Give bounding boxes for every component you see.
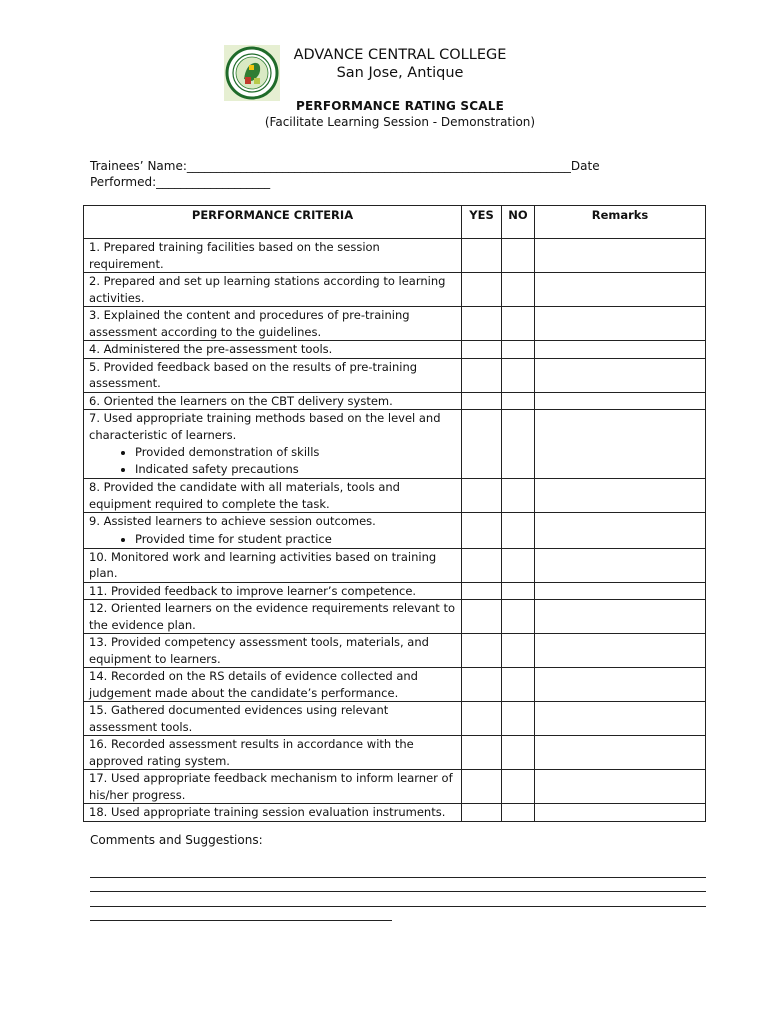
criteria-text: 5. Provided feedback based on the results of pre-training assessment. <box>89 359 418 390</box>
yes-cell[interactable] <box>462 770 502 804</box>
criteria-cell <box>84 307 462 341</box>
criteria-row <box>84 410 706 479</box>
remarks-cell[interactable] <box>535 702 706 736</box>
criteria-row <box>84 341 706 359</box>
remarks-cell[interactable] <box>535 634 706 668</box>
yes-cell[interactable] <box>462 736 502 770</box>
criteria-cell <box>84 736 462 770</box>
criteria-text: 4. Administered the pre-assessment tools. <box>89 342 333 356</box>
criteria-text: 16. Recorded assessment results in accordance with the approved rating system. <box>89 737 414 768</box>
no-cell[interactable] <box>502 341 535 359</box>
remarks-cell[interactable] <box>535 582 706 600</box>
criteria-row <box>84 513 706 549</box>
yes-cell[interactable] <box>462 634 502 668</box>
criteria-cell <box>84 600 462 634</box>
performance-criteria-table <box>83 205 706 822</box>
criteria-sub-list <box>89 531 456 548</box>
yes-cell[interactable] <box>462 307 502 341</box>
no-cell[interactable] <box>502 770 535 804</box>
yes-cell[interactable] <box>462 668 502 702</box>
criteria-cell <box>84 479 462 513</box>
criteria-text: 3. Explained the content and procedures of pre-training assessment according to the guidelines. <box>89 308 410 339</box>
criteria-cell <box>84 392 462 410</box>
no-cell[interactable] <box>502 410 535 479</box>
criteria-row <box>84 582 706 600</box>
criteria-text: 1. Prepared training facilities based on the session requirement. <box>89 240 380 271</box>
no-cell[interactable] <box>502 479 535 513</box>
no-cell[interactable] <box>502 307 535 341</box>
criteria-cell <box>84 770 462 804</box>
yes-cell[interactable] <box>462 548 502 582</box>
trainee-name-row <box>90 158 690 174</box>
criteria-row <box>84 702 706 736</box>
criteria-text: 7. Used appropriate training methods based on the level and characteristic of learners. <box>89 411 441 442</box>
criteria-text: 11. Provided feedback to improve learner’s competence. <box>89 583 417 598</box>
comments-label: Comments and Suggestions: <box>90 833 263 847</box>
criteria-row <box>84 392 706 410</box>
yes-cell[interactable] <box>462 582 502 600</box>
remarks-cell[interactable] <box>535 358 706 392</box>
date-performed-row <box>90 174 690 190</box>
remarks-cell[interactable] <box>535 736 706 770</box>
no-cell[interactable] <box>502 273 535 307</box>
no-cell[interactable] <box>502 582 535 600</box>
college-seal-logo <box>224 45 280 101</box>
criteria-cell <box>84 804 462 822</box>
criteria-sub-list <box>89 444 456 478</box>
no-cell[interactable] <box>502 668 535 702</box>
form-title-block <box>0 98 768 130</box>
criteria-row <box>84 600 706 634</box>
no-cell[interactable] <box>502 804 535 822</box>
criteria-row <box>84 479 706 513</box>
criteria-row <box>84 273 706 307</box>
criteria-sub-item: • Provided demonstration of skills <box>135 444 456 461</box>
yes-cell[interactable] <box>462 358 502 392</box>
trainee-name-label: Trainees’ Name: <box>90 159 187 173</box>
remarks-cell[interactable] <box>535 392 706 410</box>
remarks-cell[interactable] <box>535 804 706 822</box>
criteria-cell <box>84 239 462 273</box>
college-location: San Jose, Antique <box>336 65 464 81</box>
criteria-cell <box>84 634 462 668</box>
yes-cell[interactable] <box>462 392 502 410</box>
criteria-text: 12. Oriented learners on the evidence requirements relevant to the evidence plan. <box>89 601 455 632</box>
remarks-cell[interactable] <box>535 600 706 634</box>
criteria-cell <box>84 513 462 549</box>
remarks-cell[interactable] <box>535 341 706 359</box>
no-cell[interactable] <box>502 634 535 668</box>
date-performed-label: Performed: <box>90 175 157 189</box>
criteria-cell <box>84 702 462 736</box>
criteria-cell <box>84 273 462 307</box>
remarks-cell[interactable] <box>535 307 706 341</box>
criteria-row <box>84 548 706 582</box>
comment-line[interactable] <box>90 877 706 878</box>
comment-line[interactable] <box>90 906 706 907</box>
no-cell[interactable] <box>502 600 535 634</box>
criteria-text: 15. Gathered documented evidences using relevant assessment tools. <box>89 703 389 734</box>
criteria-row <box>84 770 706 804</box>
yes-cell[interactable] <box>462 513 502 549</box>
no-cell[interactable] <box>502 548 535 582</box>
criteria-row <box>84 307 706 341</box>
remarks-cell[interactable] <box>535 410 706 479</box>
form-title: PERFORMANCE RATING SCALE <box>295 99 505 113</box>
criteria-row <box>84 239 706 273</box>
remarks-cell[interactable] <box>535 513 706 549</box>
criteria-cell <box>84 410 462 479</box>
criteria-row <box>84 668 706 702</box>
table-header-row <box>84 206 706 239</box>
no-cell[interactable] <box>502 513 535 549</box>
yes-cell[interactable] <box>462 702 502 736</box>
criteria-text: 14. Recorded on the RS details of evidence collected and judgement made about the candidate’s performance. <box>89 669 418 700</box>
criteria-cell <box>84 358 462 392</box>
criteria-sub-item: • Indicated safety precautions <box>135 461 456 478</box>
college-header <box>280 46 520 82</box>
yes-cell[interactable] <box>462 804 502 822</box>
criteria-row <box>84 804 706 822</box>
remarks-column-header: Remarks <box>535 206 706 239</box>
no-cell[interactable] <box>502 702 535 736</box>
criteria-column-header: PERFORMANCE CRITERIA <box>84 206 462 239</box>
criteria-row <box>84 358 706 392</box>
yes-cell[interactable] <box>462 239 502 273</box>
form-subtitle: (Facilitate Learning Session - Demonstration) <box>264 115 536 129</box>
trainee-info-line <box>90 158 690 190</box>
yes-cell[interactable] <box>462 410 502 479</box>
criteria-cell <box>84 341 462 359</box>
criteria-sub-item: • Provided time for student practice <box>135 531 456 548</box>
yes-cell[interactable] <box>462 341 502 359</box>
criteria-cell <box>84 668 462 702</box>
trainee-name-field[interactable]: ________________________________________________________________ <box>186 159 571 173</box>
no-column-header: NO <box>502 206 535 239</box>
criteria-text: 17. Used appropriate feedback mechanism to inform learner of his/her progress. <box>89 771 453 802</box>
criteria-text: 9. Assisted learners to achieve session outcomes. <box>89 514 376 528</box>
yes-cell[interactable] <box>462 600 502 634</box>
criteria-text: 13. Provided competency assessment tools, materials, and equipment to learners. <box>89 635 429 666</box>
criteria-row <box>84 736 706 770</box>
criteria-text: 6. Oriented the learners on the CBT delivery system. <box>89 393 393 408</box>
date-performed-field[interactable]: ___________________ <box>156 175 271 189</box>
date-label: Date <box>570 159 600 173</box>
yes-cell[interactable] <box>462 273 502 307</box>
criteria-text: 18. Used appropriate training session evaluation instruments. <box>89 805 446 819</box>
remarks-cell[interactable] <box>535 479 706 513</box>
college-name: ADVANCE CENTRAL COLLEGE <box>293 47 507 63</box>
no-cell[interactable] <box>502 358 535 392</box>
comment-line[interactable] <box>90 891 706 892</box>
remarks-cell[interactable] <box>535 239 706 273</box>
criteria-cell <box>84 582 462 600</box>
no-cell[interactable] <box>502 736 535 770</box>
criteria-text: 10. Monitored work and learning activities based on training plan. <box>89 549 437 580</box>
remarks-cell[interactable] <box>535 668 706 702</box>
comment-line[interactable] <box>90 920 392 921</box>
criteria-text: 8. Provided the candidate with all materials, tools and equipment required to complete the task. <box>89 480 400 511</box>
no-cell[interactable] <box>502 392 535 410</box>
remarks-cell[interactable] <box>535 273 706 307</box>
criteria-cell <box>84 548 462 582</box>
remarks-cell[interactable] <box>535 770 706 804</box>
yes-column-header: YES <box>462 206 502 239</box>
no-cell[interactable] <box>502 239 535 273</box>
remarks-cell[interactable] <box>535 548 706 582</box>
criteria-row <box>84 634 706 668</box>
criteria-text: 2. Prepared and set up learning stations according to learning activities. <box>89 274 446 305</box>
yes-cell[interactable] <box>462 479 502 513</box>
